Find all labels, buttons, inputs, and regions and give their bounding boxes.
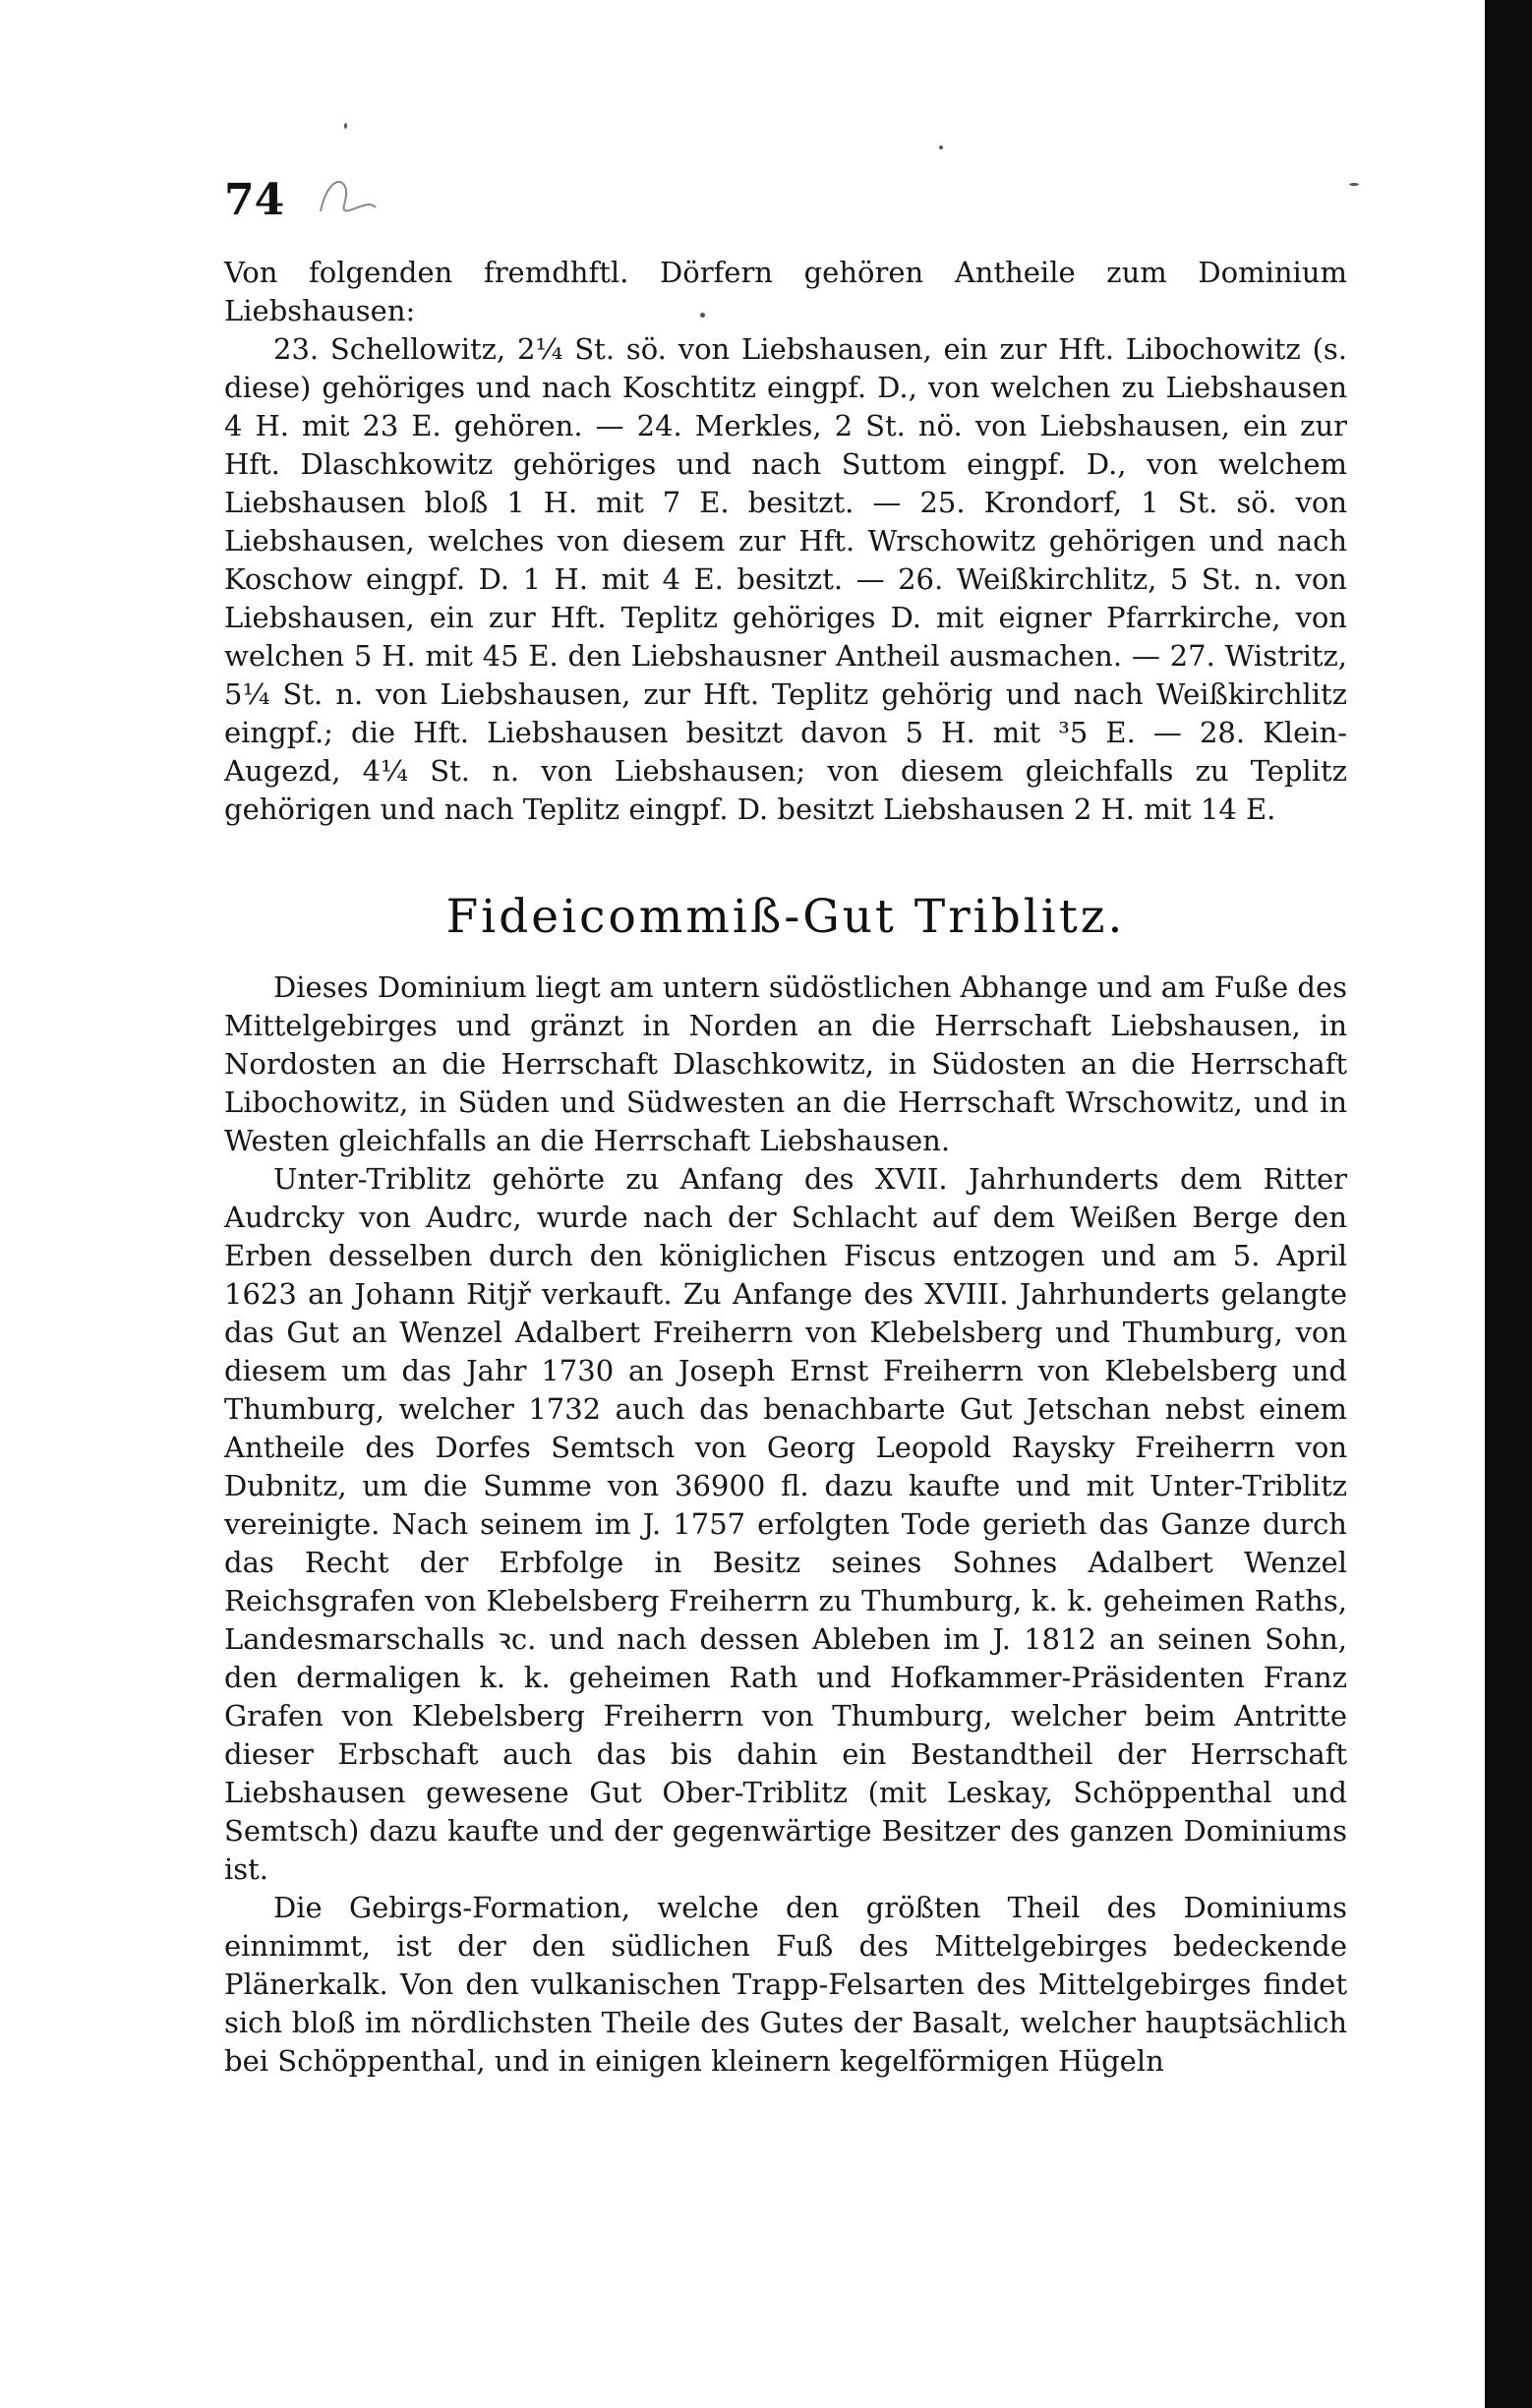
scan-border bbox=[1485, 0, 1532, 2408]
paragraph-geology: Die Gebirgs-Formation, welche den größten Theil des Dominiums einnimmt, ist der den südlichen Fuß des Mittelgebirges bedeckende Plänerkalk. Von den vulkanischen Trapp-Felsarten des Mittelgebirges findet sich bloß im nördlichsten Theile des Gutes der Basalt, welcher hauptsächlich bei Schöppenthal, und in einigen kleinern kegelförmigen Hügeln bbox=[224, 1891, 1347, 2078]
intro-heading: Von folgenden fremdhftl. Dörfern gehören Antheile zum Dominium Liebshausen: bbox=[224, 256, 1347, 327]
dust-speck bbox=[1349, 183, 1359, 186]
paragraph-history: Unter-Triblitz gehörte zu Anfang des XVII. Jahrhunderts dem Ritter Audrcky von Audrc, wurde nach der Schlacht auf dem Weißen Berge den Erben desselben durch den königlichen Fiscus entzogen und am 5. April 1623 an Johann Ritjř verkauft. Zu Anfange des XVIII. Jahrhunderts gelangte das Gut an Wenzel Adalbert Freiherrn von Klebelsberg und Thumburg, von diesem um das Jahr 1730 an Joseph Ernst Freiherrn von Klebelsberg und Thumburg, welcher 1732 auch das benachbarte Gut Jetschan nebst einem Antheile des Dorfes Semtsch von Georg Leopold Raysky Freiherrn von Dubnitz, um die Summe von 36900 fl. dazu kaufte und mit Unter-Triblitz vereinigte. Nach seinem im J. 1757 erfolgten Tode gerieth das Ganze durch das Recht der Erbfolge in Besitz seines Sohnes Adalbert Wenzel Reichsgrafen von Klebelsberg Freiherrn zu Thumburg, k. k. geheimen Raths, Landesmarschalls ꝛc. und nach dessen Ableben im J. 1812 an seinen Sohn, den dermaligen k. k. geheimen Rath und Hofkammer-Präsidenten Franz Grafen von Klebelsberg Freiherrn von Thumburg, welcher beim Antritte dieser Erbschaft auch das bis dahin ein Bestandtheil der Herrschaft Liebshausen gewesene Gut Ober-Triblitz (mit Leskay, Schöppenthal und Semtsch) dazu kaufte und der gegenwärtige Besitzer des ganzen Dominiums ist. bbox=[224, 1162, 1347, 1886]
dust-speck bbox=[344, 123, 347, 129]
intro-block bbox=[224, 254, 1347, 829]
section-body bbox=[224, 969, 1347, 2081]
section-title: Fideicommiß-Gut Triblitz. bbox=[445, 890, 1126, 944]
page-number: 74 bbox=[224, 175, 285, 225]
pencil-scribble bbox=[313, 172, 391, 231]
dust-speck bbox=[939, 146, 943, 149]
intro-entries: 23. Schellowitz, 2¼ St. sö. von Liebshausen, ein zur Hft. Libochowitz (s. diese) gehöriges und nach Koschtitz eingpf. D., von welchen zu Liebshausen 4 H. mit 23 E. gehören. — 24. Merkles, 2 St. nö. von Liebshausen, ein zur Hft. Dlaschkowitz gehöriges und nach Suttom eingpf. D., von welchem Liebshausen bloß 1 H. mit 7 E. besitzt. — 25. Krondorf, 1 St. sö. von Liebshausen, welches von diesem zur Hft. Wrschowitz gehörigen und nach Koschow eingpf. D. 1 H. mit 4 E. besitzt. — 26. Weißkirchlitz, 5 St. n. von Liebshausen, ein zur Hft. Teplitz gehöriges D. mit eigner Pfarrkirche, von welchen 5 H. mit 45 E. den Liebshausner Antheil ausmachen. — 27. Wistritz, 5¼ St. n. von Liebshausen, zur Hft. Teplitz gehörig und nach Weißkirchlitz eingpf.; die Hft. Liebshausen besitzt davon 5 H. mit ³5 E. — 28. Klein-Augezd, 4¼ St. n. von Liebshausen; von diesem gleichfalls zu Teplitz gehörigen und nach Teplitz eingpf. D. besitzt Liebshausen 2 H. mit 14 E. bbox=[224, 332, 1347, 826]
paragraph-boundaries: Dieses Dominium liegt am untern südöstlichen Abhange und am Fuße des Mittelgebirges und gränzt in Norden an die Herrschaft Liebshausen, in Nordosten an die Herrschaft Dlaschkowitz, in Südosten an die Herrschaft Libochowitz, in Süden und Südwesten an die Herrschaft Wrschowitz, und in Westen gleichfalls an die Herrschaft Liebshausen. bbox=[224, 970, 1347, 1157]
